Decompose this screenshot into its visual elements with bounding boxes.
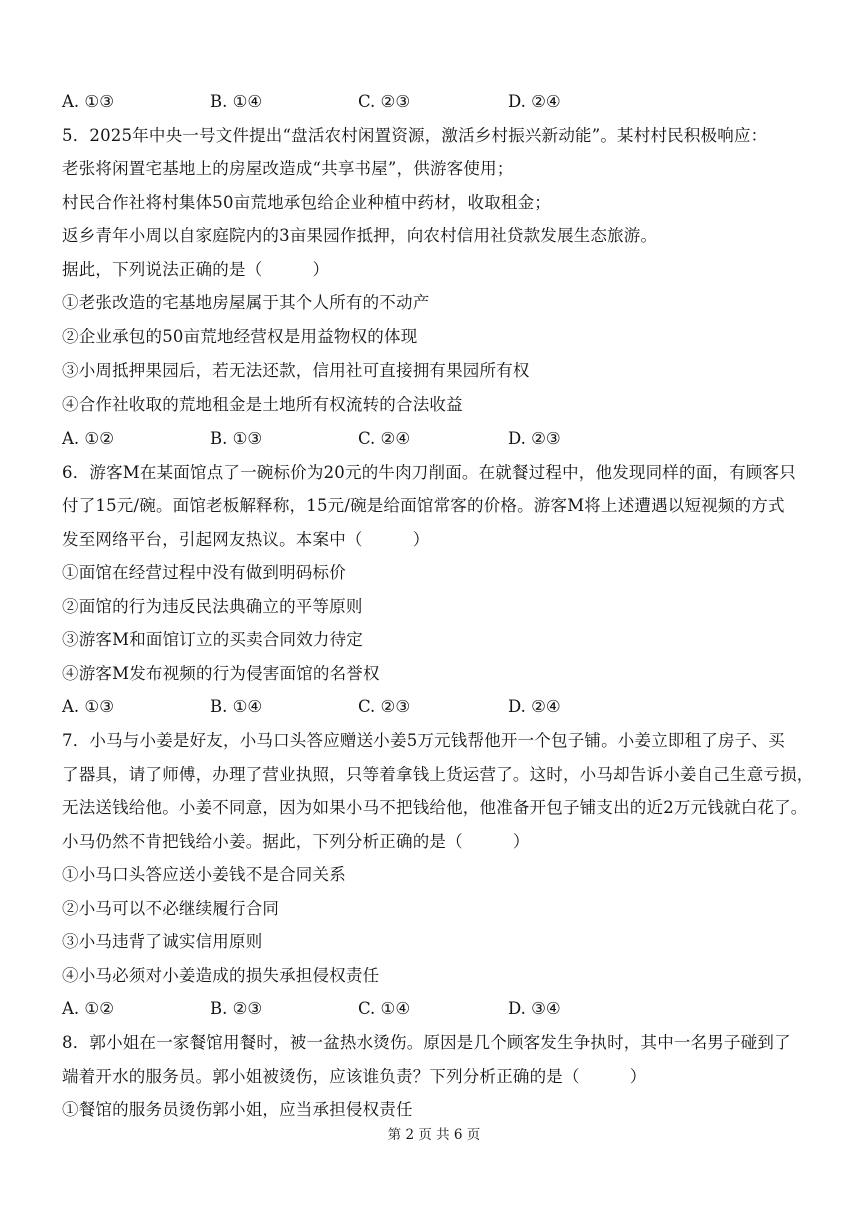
option-c: C. ②③: [358, 92, 411, 111]
option-a: A. ①③: [62, 92, 114, 111]
q6-statement: ①面馆在经营过程中没有做到明码标价: [62, 563, 346, 582]
q5-stem-line: 村民合作社将村集体50亩荒地承包给企业种植中药材，收取租金；: [62, 193, 551, 212]
q6-stem-line: 付了15元/碗。面馆老板解释称，15元/碗是给面馆常客的价格。游客M将上述遭遇以短视频的方式: [62, 496, 785, 515]
option-c: C. ①④: [358, 999, 411, 1018]
option-b: B. ①④: [210, 697, 263, 716]
option-b: B. ①④: [210, 92, 263, 111]
option-d: D. ③④: [508, 999, 561, 1018]
q7-stem-line: 7．小马与小姜是好友，小马口头答应赠送小姜5万元钱帮他开一个包子铺。小姜立即租了房子、买: [62, 731, 785, 750]
q5-prompt: 据此，下列说法正确的是（ ）: [62, 260, 330, 279]
q5-statement: ④合作社收取的荒地租金是土地所有权流转的合法收益: [62, 395, 463, 414]
q7-stem-line: 无法送钱给他。小姜不同意，因为如果小马不把钱给他，他准备开包子铺支出的近2万元钱就白花了。: [62, 798, 808, 817]
q6-statement: ③游客M和面馆订立的买卖合同效力待定: [62, 630, 363, 649]
q5-stem-line: 返乡青年小周以自家庭院内的3亩果园作抵押，向农村信用社贷款发展生态旅游。: [62, 226, 658, 245]
q7-stem-line: 小马仍然不肯把钱给小姜。据此，下列分析正确的是（ ）: [62, 832, 530, 851]
q6-stem-line: 发至网络平台，引起网友热议。本案中（ ）: [62, 530, 430, 549]
q6-statement: ②面馆的行为违反民法典确立的平等原则: [62, 597, 363, 616]
page-number: 第 2 页 共 6 页: [387, 1127, 481, 1143]
option-a: A. ①③: [62, 697, 114, 716]
q6-options: [62, 696, 782, 718]
option-d: D. ②④: [508, 92, 561, 111]
q4-options: [62, 91, 782, 113]
q5-stem-line: 5．2025年中央一号文件提出“盘活农村闲置资源，激活乡村振兴新动能”。某村村民积极响应：: [62, 126, 768, 145]
q7-statement: ③小马违背了诚实信用原则: [62, 932, 263, 951]
option-d: D. ②③: [508, 429, 561, 448]
q7-options: [62, 998, 782, 1020]
option-b: B. ①③: [210, 429, 263, 448]
q8-stem-line: 8．郭小姐在一家餐馆用餐时，被一盆热水烫伤。原因是几个顾客发生争执时，其中一名男子碰到了: [62, 1033, 791, 1052]
option-a: A. ①②: [62, 999, 114, 1018]
q5-statement: ①老张改造的宅基地房屋属于其个人所有的不动产: [62, 293, 430, 312]
q6-statement: ④游客M发布视频的行为侵害面馆的名誉权: [62, 664, 380, 683]
option-c: C. ②④: [358, 429, 411, 448]
option-c: C. ②③: [358, 697, 411, 716]
q6-stem-line: 6．游客M在某面馆点了一碗标价为20元的牛肉刀削面。在就餐过程中，他发现同样的面，有顾客只: [62, 463, 796, 482]
q5-statement: ②企业承包的50亩荒地经营权是用益物权的体现: [62, 327, 418, 346]
q8-stem-line: 端着开水的服务员。郭小姐被烫伤，应该谁负责？下列分析正确的是（ ）: [62, 1067, 647, 1086]
q5-options: [62, 428, 782, 450]
q5-stem-line: 老张将闲置宅基地上的房屋改造成“共享书屋”，供游客使用；: [62, 159, 514, 178]
option-d: D. ②④: [508, 697, 561, 716]
q5-statement: ③小周抵押果园后，若无法还款，信用社可直接拥有果园所有权: [62, 361, 530, 380]
option-b: B. ②③: [210, 999, 263, 1018]
option-a: A. ①②: [62, 429, 114, 448]
q7-stem-line: 了器具，请了师傅，办理了营业执照，只等着拿钱上货运营了。这时，小马却告诉小姜自己生意亏损，: [62, 765, 814, 784]
q8-statement: ①餐馆的服务员烫伤郭小姐，应当承担侵权责任: [62, 1100, 413, 1119]
q7-statement: ①小马口头答应送小姜钱不是合同关系: [62, 865, 346, 884]
q7-statement: ②小马可以不必继续履行合同: [62, 899, 280, 918]
q7-statement: ④小马必须对小姜造成的损失承担侵权责任: [62, 966, 380, 985]
